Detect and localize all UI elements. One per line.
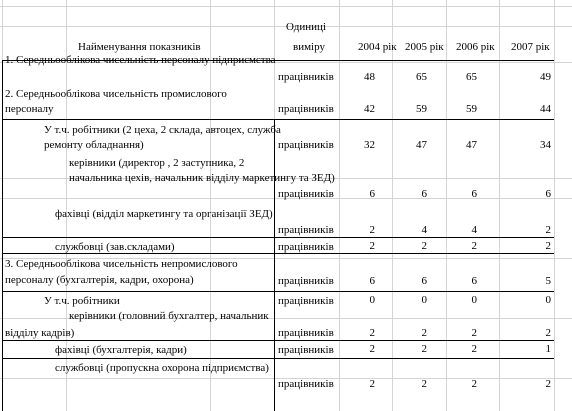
row-label: керівники (директор , 2 заступника, 2 xyxy=(69,157,245,169)
cell-value: 2 xyxy=(545,224,551,236)
cell-value: 0 xyxy=(369,294,375,306)
header-unit-line2: виміру xyxy=(293,41,325,53)
cell-value: 49 xyxy=(540,71,551,83)
header-year: 2004 рік xyxy=(358,41,397,53)
header-unit-line1: Одиниці xyxy=(286,21,326,33)
row-label: персоналу (бухгалтерія, кадри, охорона) xyxy=(5,274,194,286)
row-label: 1. Середньооблікова чисельність персоналу підприємства xyxy=(5,54,276,66)
cell-value: 65 xyxy=(416,71,427,83)
row-unit: працівників xyxy=(278,327,334,339)
cell-value: 2 xyxy=(369,240,375,252)
header-year: 2005 рік xyxy=(405,41,444,53)
cell-value: 42 xyxy=(364,103,375,115)
row-label: фахівці (відділ маркетингу та організації ЗЕД) xyxy=(55,208,273,220)
cell-value: 32 xyxy=(364,139,375,151)
row-label: відділу кадрів) xyxy=(5,327,75,339)
table-border xyxy=(274,119,275,411)
table-border xyxy=(2,291,554,292)
row-label: керівники (головний бухгалтер, начальник xyxy=(69,310,269,322)
row-label: начальника цехів, начальник відділу маркетингу та ЗЕД) xyxy=(69,172,335,184)
cell-value: 1 xyxy=(545,343,551,355)
cell-value: 2 xyxy=(545,378,551,390)
table-border xyxy=(2,253,554,254)
row-label: службовці (зав.складами) xyxy=(55,241,175,253)
table-border xyxy=(2,119,554,120)
cell-value: 47 xyxy=(466,139,477,151)
row-unit: працівників xyxy=(278,139,334,151)
row-label: У т.ч. робітники xyxy=(44,295,120,307)
row-unit: працівників xyxy=(278,378,334,390)
header-year: 2007 рік xyxy=(511,41,550,53)
cell-value: 6 xyxy=(471,275,477,287)
cell-value: 2 xyxy=(369,327,375,339)
cell-value: 2 xyxy=(471,240,477,252)
row-label: службовці (пропускна охорона підприємства) xyxy=(55,362,269,374)
row-label: 3. Середньооблікова чисельність непромислового xyxy=(5,258,238,270)
cell-value: 6 xyxy=(545,188,551,200)
table-border xyxy=(2,340,554,341)
cell-value: 2 xyxy=(545,240,551,252)
cell-value: 2 xyxy=(421,327,427,339)
cell-value: 4 xyxy=(471,224,477,236)
cell-value: 2 xyxy=(421,343,427,355)
cell-value: 59 xyxy=(416,103,427,115)
grid-line xyxy=(0,6,572,7)
row-unit: працівників xyxy=(278,224,334,236)
table-border xyxy=(2,60,3,411)
header-year: 2006 рік xyxy=(456,41,495,53)
row-unit: працівників xyxy=(278,275,334,287)
row-label: персоналу xyxy=(5,103,54,115)
cell-value: 2 xyxy=(421,378,427,390)
row-unit: працівників xyxy=(278,71,334,83)
row-unit: працівників xyxy=(278,344,334,356)
cell-value: 59 xyxy=(466,103,477,115)
cell-value: 65 xyxy=(466,71,477,83)
cell-value: 6 xyxy=(369,188,375,200)
cell-value: 2 xyxy=(545,327,551,339)
cell-value: 2 xyxy=(369,224,375,236)
row-label: У т.ч. робітники (2 цеха, 2 склада, автоцех, служба xyxy=(44,124,281,136)
cell-value: 34 xyxy=(540,139,551,151)
cell-value: 44 xyxy=(540,103,551,115)
cell-value: 6 xyxy=(421,275,427,287)
cell-value: 2 xyxy=(369,378,375,390)
cell-value: 2 xyxy=(471,378,477,390)
cell-value: 6 xyxy=(471,188,477,200)
table-border xyxy=(2,237,554,238)
cell-value: 6 xyxy=(369,275,375,287)
table-border xyxy=(2,358,554,359)
cell-value: 0 xyxy=(421,294,427,306)
row-unit: працівників xyxy=(278,188,334,200)
cell-value: 2 xyxy=(369,343,375,355)
header-name: Найменування показників xyxy=(78,41,201,53)
cell-value: 4 xyxy=(421,224,427,236)
cell-value: 0 xyxy=(545,294,551,306)
cell-value: 6 xyxy=(421,188,427,200)
cell-value: 2 xyxy=(471,327,477,339)
cell-value: 2 xyxy=(471,343,477,355)
cell-value: 48 xyxy=(364,71,375,83)
cell-value: 47 xyxy=(416,139,427,151)
row-label: ремонту обладнання) xyxy=(44,139,144,151)
cell-value: 5 xyxy=(545,275,551,287)
cell-value: 0 xyxy=(471,294,477,306)
cell-value: 2 xyxy=(421,240,427,252)
row-unit: працівників xyxy=(278,295,334,307)
row-unit: працівників xyxy=(278,241,334,253)
row-label: фахівці (бухгалтерія, кадри) xyxy=(55,344,187,356)
row-unit: працівників xyxy=(278,103,334,115)
row-label: 2. Середньооблікова чисельність промислового xyxy=(5,88,227,100)
